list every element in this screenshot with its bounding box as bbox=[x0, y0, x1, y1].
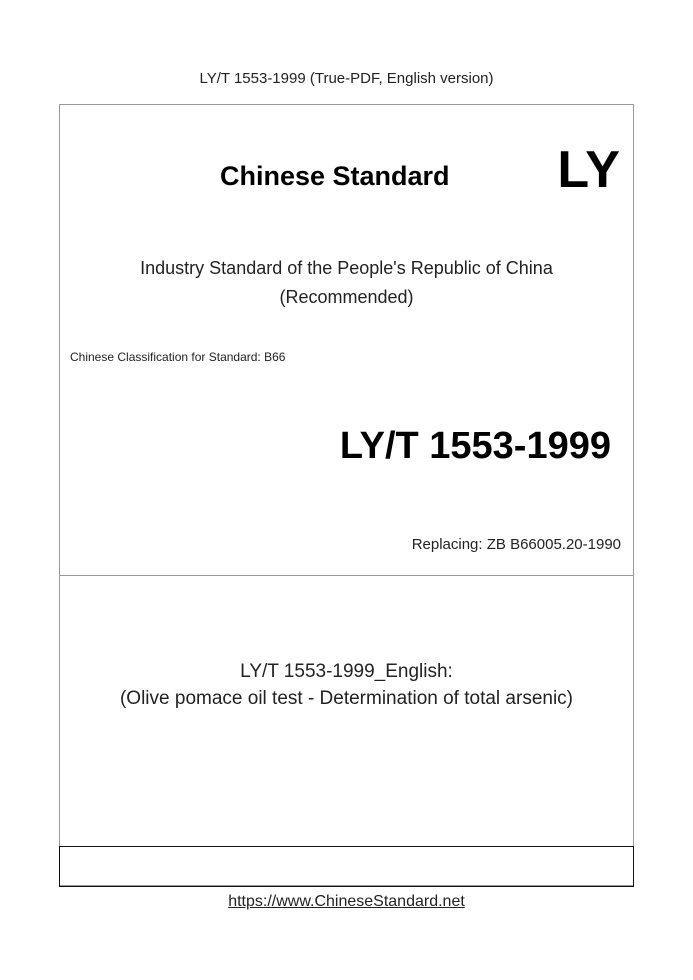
website-link[interactable]: https://www.ChineseStandard.net bbox=[228, 893, 465, 910]
section-divider bbox=[60, 575, 633, 576]
document-header: LY/T 1553-1999 (True-PDF, English version) bbox=[199, 70, 494, 87]
industry-standard-line: Industry Standard of the People's Republic of China bbox=[140, 258, 553, 278]
cover-title: Chinese Standard bbox=[220, 161, 450, 191]
classification-line: Chinese Classification for Standard: B66 bbox=[70, 350, 286, 364]
standard-number: LY/T 1553-1999 bbox=[339, 425, 611, 467]
cover-frame bbox=[59, 104, 634, 886]
english-version-subtitle: (Olive pomace oil test - Determination of total arsenic) bbox=[119, 688, 573, 709]
recommended-label: (Recommended) bbox=[279, 287, 414, 307]
replacing-line: Replacing: ZB B66005.20-1990 bbox=[411, 536, 621, 553]
english-version-title: LY/T 1553-1999_English: bbox=[240, 661, 453, 682]
bottom-box bbox=[59, 846, 634, 887]
industry-code: LY bbox=[557, 141, 621, 199]
